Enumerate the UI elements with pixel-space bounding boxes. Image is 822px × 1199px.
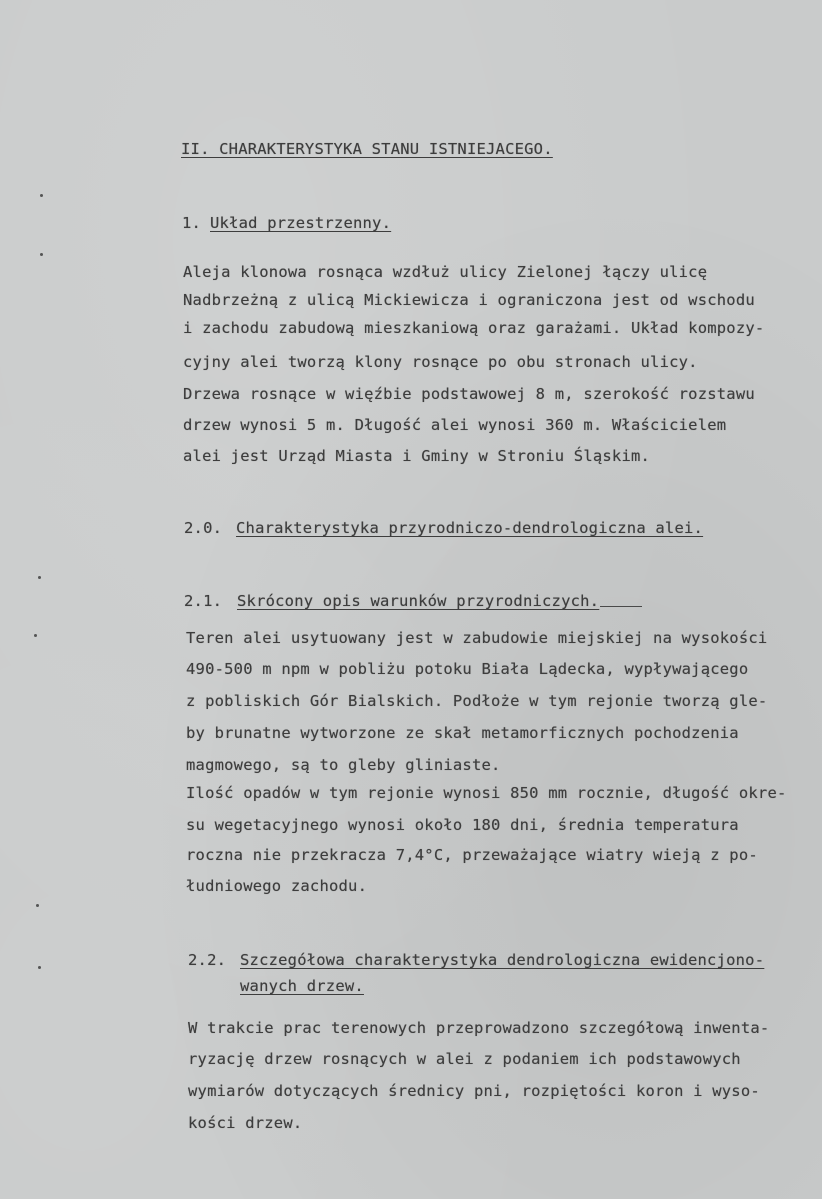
subsection-2-1-number: 2.1. [184,592,223,610]
margin-mark [40,194,43,197]
body-line: Ilość opadów w tym rejonie wynosi 850 mm rocznie, długość okre- [186,784,787,802]
body-line: by brunatne wytworzone ze skał metamorficznych pochodzenia [186,724,739,742]
body-line: 490-500 m npm w pobliżu potoku Biała Lądecka, wypływającego [186,660,749,678]
section-title: II. CHARAKTERYSTYKA STANU ISTNIEJACEGO. [181,140,553,158]
margin-mark [34,634,37,637]
body-line: drzew wynosi 5 m. Długość alei wynosi 360 m. Właścicielem [183,416,727,434]
subsection-1-number: 1. [182,214,202,232]
body-line: wymiarów dotyczących średnicy pni, rozpiętości koron i wyso- [188,1082,760,1100]
body-line: Drzewa rosnące w więźbie podstawowej 8 m, szerokość rozstawu [183,385,755,403]
margin-mark [38,576,41,579]
subsection-2-2-title-line-2: wanych drzew. [240,977,364,995]
margin-mark [40,253,43,256]
body-line: cyjny alei tworzą klony rosnące po obu stronach ulicy. [183,353,698,371]
body-line: Nadbrzeżną z ulicą Mickiewicza i ograniczona jest od wschodu [183,291,755,309]
margin-mark [36,904,39,907]
margin-mark [38,966,41,969]
subsection-2-2-number: 2.2. [188,951,227,969]
body-line: magmowego, są to gleby gliniaste. [186,756,501,774]
body-line: alei jest Urząd Miasta i Gminy w Stroniu Śląskim. [183,447,651,465]
body-line: z pobliskich Gór Bialskich. Podłoże w tym rejonie tworzą gle- [186,692,768,710]
body-line: Aleja klonowa rosnąca wzdłuż ulicy Zielonej łączy ulicę [183,263,708,281]
title-underline-extension [600,606,642,607]
subsection-2-0-number: 2.0. [184,519,223,537]
subsection-2-0-title: Charakterystyka przyrodniczo-dendrologiczna alei. [236,519,704,537]
body-line: Teren alei usytuowany jest w zabudowie miejskiej na wysokości [186,629,768,647]
subsection-1-title: Układ przestrzenny. [210,214,392,232]
subsection-2-1-title: Skrócony opis warunków przyrodniczych. [237,592,600,610]
body-line: kości drzew. [188,1114,303,1132]
body-line: i zachodu zabudową mieszkaniową oraz garażami. Układ kompozy- [183,319,765,337]
body-line: roczna nie przekracza 7,4°C, przeważające wiatry wieją z po- [186,846,758,864]
body-line: W trakcie prac terenowych przeprowadzono szczegółową inwenta- [188,1019,770,1037]
subsection-2-2-title-line-1: Szczegółowa charakterystyka dendrologiczna ewidencjono- [240,951,765,969]
body-line: łudniowego zachodu. [186,877,368,895]
body-line: su wegetacyjnego wynosi około 180 dni, średnia temperatura [186,816,739,834]
body-line: ryzację drzew rosnących w alei z podaniem ich podstawowych [188,1050,741,1068]
